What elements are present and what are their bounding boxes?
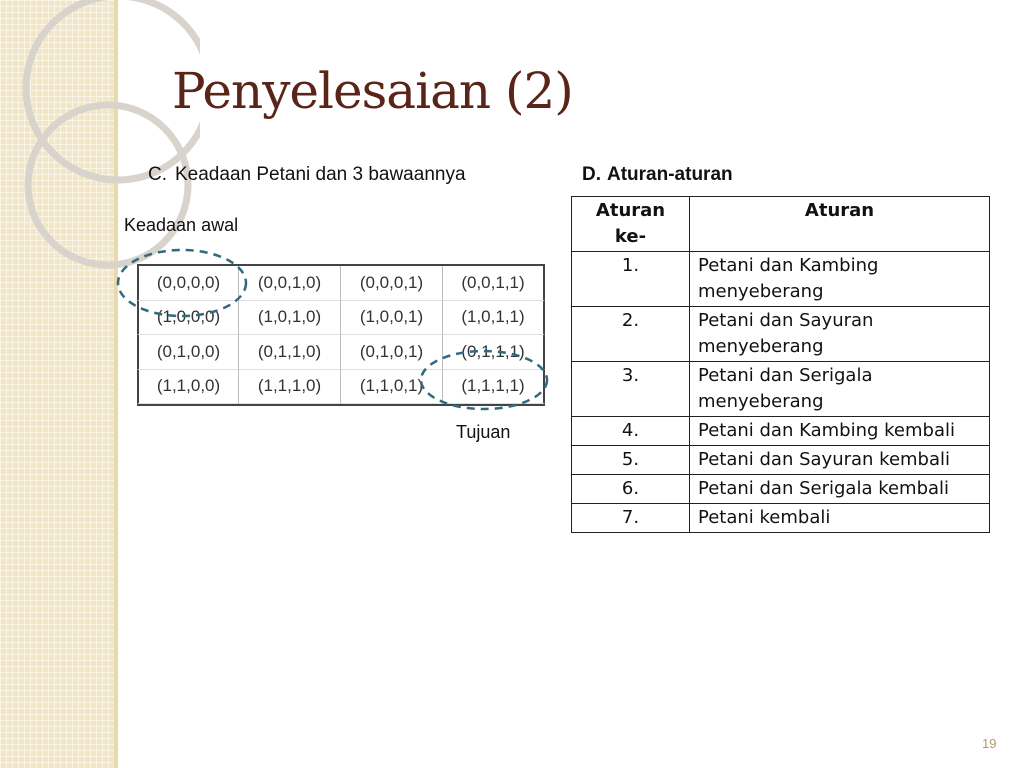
state-cell: (0,0,1,0) (239, 266, 341, 301)
goal-state-label: Tujuan (456, 422, 511, 442)
table-row (572, 446, 990, 475)
rule-text-cell: Petani dan Serigala kembali (690, 475, 990, 504)
state-cell: (1,0,1,1) (443, 301, 545, 336)
slide-title: Penyelesaian (2) (172, 62, 573, 120)
state-cell: (0,1,0,0) (137, 335, 239, 370)
decorative-circles (0, 0, 200, 300)
state-cell: (1,0,0,0) (137, 301, 239, 336)
rule-text-cell: Petani dan Kambing kembali (690, 417, 990, 446)
state-cell: (1,1,1,0) (239, 370, 341, 405)
state-cell: (0,1,0,1) (341, 335, 443, 370)
table-row (572, 475, 990, 504)
section-d-title: Aturan-aturan (607, 164, 733, 185)
table-row (572, 504, 990, 533)
rule-text-cell: Petani dan Sayuran kembali (690, 446, 990, 475)
rule-number-cell: 1. (572, 252, 690, 307)
section-d-label: D. (582, 164, 601, 185)
column-header-rule: Aturan (690, 197, 990, 252)
state-cell: (1,1,0,1) (341, 370, 443, 405)
section-c-label: C. (148, 164, 167, 185)
state-cell: (0,1,1,0) (239, 335, 341, 370)
state-cell: (1,0,0,1) (341, 301, 443, 336)
rule-text-cell: Petani kembali (690, 504, 990, 533)
state-cell: (0,0,0,1) (341, 266, 443, 301)
rule-number-cell: 7. (572, 504, 690, 533)
state-cell: (1,1,1,1) (443, 370, 545, 405)
rule-number-cell: 6. (572, 475, 690, 504)
column-header-rule-number: Aturan ke- (572, 197, 690, 252)
rules-header-row (572, 197, 990, 252)
state-cell: (0,1,1,1) (443, 335, 545, 370)
table-row (572, 417, 990, 446)
rule-text-cell: Petani dan Sayuran menyeberang (690, 307, 990, 362)
section-d-heading (582, 164, 733, 186)
state-cell: (1,1,0,0) (137, 370, 239, 405)
rule-text-cell: Petani dan Serigala menyeberang (690, 362, 990, 417)
rules-table (571, 196, 990, 533)
state-cell: (0,0,0,0) (137, 266, 239, 301)
start-state-label: Keadaan awal (124, 215, 239, 235)
rule-number-cell: 5. (572, 446, 690, 475)
table-row (572, 362, 990, 417)
state-cell: (1,0,1,0) (239, 301, 341, 336)
section-c-title: Keadaan Petani dan 3 bawaannya (175, 164, 466, 185)
rule-number-cell: 3. (572, 362, 690, 417)
section-c-heading (148, 164, 466, 186)
table-row (572, 307, 990, 362)
rule-number-cell: 2. (572, 307, 690, 362)
page-number: 19 (982, 736, 997, 751)
state-cell: (0,0,1,1) (443, 266, 545, 301)
state-grid (137, 264, 545, 406)
table-row (572, 252, 990, 307)
rule-text-cell: Petani dan Kambing menyeberang (690, 252, 990, 307)
rule-number-cell: 4. (572, 417, 690, 446)
rules-body (572, 252, 990, 533)
